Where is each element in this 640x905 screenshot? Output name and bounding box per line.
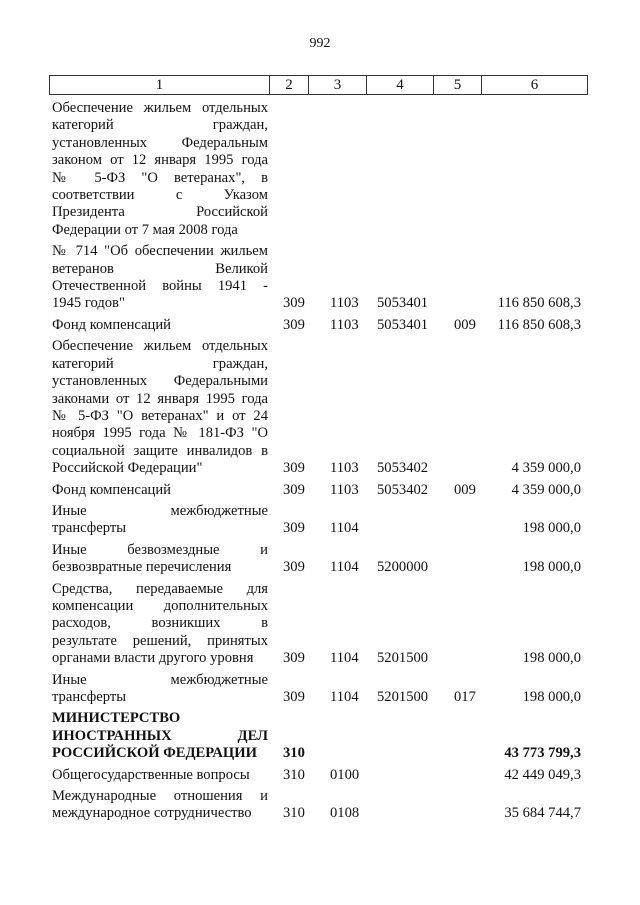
row-description [49, 710, 268, 762]
page-number: 992 [309, 36, 331, 51]
table-row [49, 96, 587, 313]
description-line: Фонд компенсаций [52, 481, 171, 498]
budget-table-body [49, 96, 587, 823]
description-line: Иные межбюджетные [52, 502, 268, 519]
amount: 198 000,0 [522, 689, 581, 705]
column-header-6: 6 [482, 76, 588, 95]
ministry-code: 309 [283, 520, 305, 537]
description-line: 1945 годов" [52, 295, 125, 312]
description-line: результате решений, принятых [52, 632, 268, 649]
table-row [49, 706, 587, 762]
amount: 4 359 000,0 [511, 481, 581, 498]
description-line: безвозвратные перечисления [52, 559, 232, 576]
target-article-code: 5201500 [377, 689, 429, 705]
description-line: социальной защите инвалидов в [52, 442, 268, 459]
table-row [49, 763, 587, 784]
column-header-4: 4 [367, 76, 434, 95]
description-line: соответствии с Указом [52, 187, 268, 204]
description-paragraph [52, 710, 268, 762]
amount: 43 773 799,3 [504, 745, 581, 762]
expense-type-code: 009 [454, 316, 476, 333]
description-line: РОССИЙСКОЙ ФЕДЕРАЦИИ [52, 745, 257, 762]
description-line: установленных Федеральным [52, 134, 268, 151]
description-paragraph [52, 482, 268, 499]
amount: 198 000,0 [522, 520, 581, 537]
description-line: ноября 1995 года № 181-ФЗ "О [52, 425, 268, 442]
table-row [49, 499, 587, 538]
table-row [49, 784, 587, 823]
target-article-code: 5200000 [377, 559, 429, 576]
description-line: № 714 "Об обеспечении жильем [52, 243, 268, 260]
description-line: категорий граждан, [52, 355, 268, 372]
column-header-table [49, 75, 588, 95]
description-line: Обеспечение жильем отдельных [52, 338, 268, 355]
table-row [49, 334, 587, 477]
column-header-5: 5 [434, 76, 482, 95]
description-paragraph [52, 317, 268, 334]
description-line: компенсации дополнительных [52, 597, 268, 614]
row-description [49, 788, 268, 823]
description-line: категорий граждан, [52, 117, 268, 134]
section-code: 1103 [330, 460, 359, 477]
description-paragraph [52, 338, 268, 477]
description-line: Фонд компенсаций [52, 316, 171, 333]
column-header-3: 3 [309, 76, 367, 95]
target-article-code: 5053402 [377, 481, 429, 498]
section-code: 1103 [330, 295, 359, 312]
section-code: 1104 [330, 520, 359, 537]
description-paragraph [52, 581, 268, 668]
description-line: установленных Федеральными [52, 373, 268, 390]
section-code: 1104 [330, 689, 359, 705]
table-row [49, 577, 587, 668]
amount: 35 684 744,7 [504, 805, 581, 822]
description-line: органами власти другого уровня [52, 650, 254, 667]
ministry-code: 310 [283, 805, 305, 822]
row-description [49, 672, 268, 707]
table-row [49, 478, 587, 499]
amount: 198 000,0 [522, 559, 581, 576]
row-description [49, 503, 268, 538]
description-paragraph [52, 767, 268, 784]
target-article-code: 5053401 [377, 295, 429, 312]
description-line: законом от 12 января 1995 года [52, 152, 268, 169]
ministry-code: 309 [283, 650, 305, 667]
expense-type-code: 009 [454, 481, 476, 498]
table-row [49, 668, 587, 707]
description-line: ИНОСТРАННЫХ ДЕЛ [52, 727, 268, 744]
description-line: № 5-ФЗ "О ветеранах" и от 24 [52, 407, 268, 424]
description-paragraph [52, 672, 268, 707]
description-line: Иные безвозмездные и [52, 541, 268, 558]
description-line: Средства, передаваемые для [52, 580, 268, 597]
ministry-code: 309 [283, 559, 305, 576]
amount: 42 449 049,3 [504, 766, 581, 783]
row-description [49, 482, 268, 499]
ministry-code: 309 [283, 689, 305, 705]
description-line: Отечественной войны 1941 - [52, 278, 268, 295]
description-line: трансферты [52, 689, 127, 705]
row-description [49, 581, 268, 668]
description-paragraph [52, 788, 268, 823]
row-description [49, 100, 268, 313]
ministry-code: 310 [283, 745, 305, 762]
description-line: расходов, возникших в [52, 615, 268, 632]
description-line: международное сотрудничество [52, 805, 252, 822]
row-description [49, 338, 268, 477]
section-code: 0100 [330, 766, 360, 783]
column-header-2: 2 [270, 76, 309, 95]
section-code: 1103 [330, 316, 359, 333]
row-description [49, 317, 268, 334]
description-line: МИНИСТЕРСТВО [52, 710, 181, 727]
description-line: ветеранов Великой [52, 260, 268, 277]
description-line: Российской Федерации" [52, 460, 203, 477]
target-article-code: 5201500 [377, 650, 429, 667]
description-line: Международные отношения и [52, 788, 268, 805]
description-paragraph [52, 100, 268, 239]
description-line: Федерации от 7 мая 2008 года [52, 221, 238, 238]
description-line: трансферты [52, 520, 127, 537]
section-code: 1104 [330, 650, 359, 667]
target-article-code: 5053401 [377, 316, 429, 333]
row-description [49, 542, 268, 577]
description-line: Общегосударственные вопросы [52, 766, 250, 783]
section-code: 0108 [330, 805, 360, 822]
table-row [49, 313, 587, 334]
ministry-code: 309 [283, 460, 305, 477]
description-line: законами от 12 января 1995 года [52, 390, 268, 407]
description-paragraph [52, 243, 268, 313]
table-row [49, 538, 587, 577]
column-header-1: 1 [50, 76, 270, 95]
row-description [49, 767, 268, 784]
description-line: № 5-ФЗ "О ветеранах", в [52, 169, 268, 186]
ministry-code: 309 [283, 481, 305, 498]
amount: 4 359 000,0 [511, 460, 581, 477]
description-paragraph [52, 503, 268, 538]
amount: 116 850 608,3 [497, 295, 581, 312]
description-line: Иные межбюджетные [52, 671, 268, 688]
ministry-code: 309 [283, 316, 305, 333]
amount: 116 850 608,3 [497, 316, 581, 333]
ministry-code: 310 [283, 766, 305, 783]
description-paragraph [52, 542, 268, 577]
expense-type-code: 017 [454, 689, 476, 705]
amount: 198 000,0 [522, 650, 581, 667]
description-line: Президента Российской [52, 204, 268, 221]
target-article-code: 5053402 [377, 460, 429, 477]
section-code: 1103 [330, 481, 359, 498]
description-line: Обеспечение жильем отдельных [52, 100, 268, 116]
ministry-code: 309 [283, 295, 305, 312]
section-code: 1104 [330, 559, 359, 576]
